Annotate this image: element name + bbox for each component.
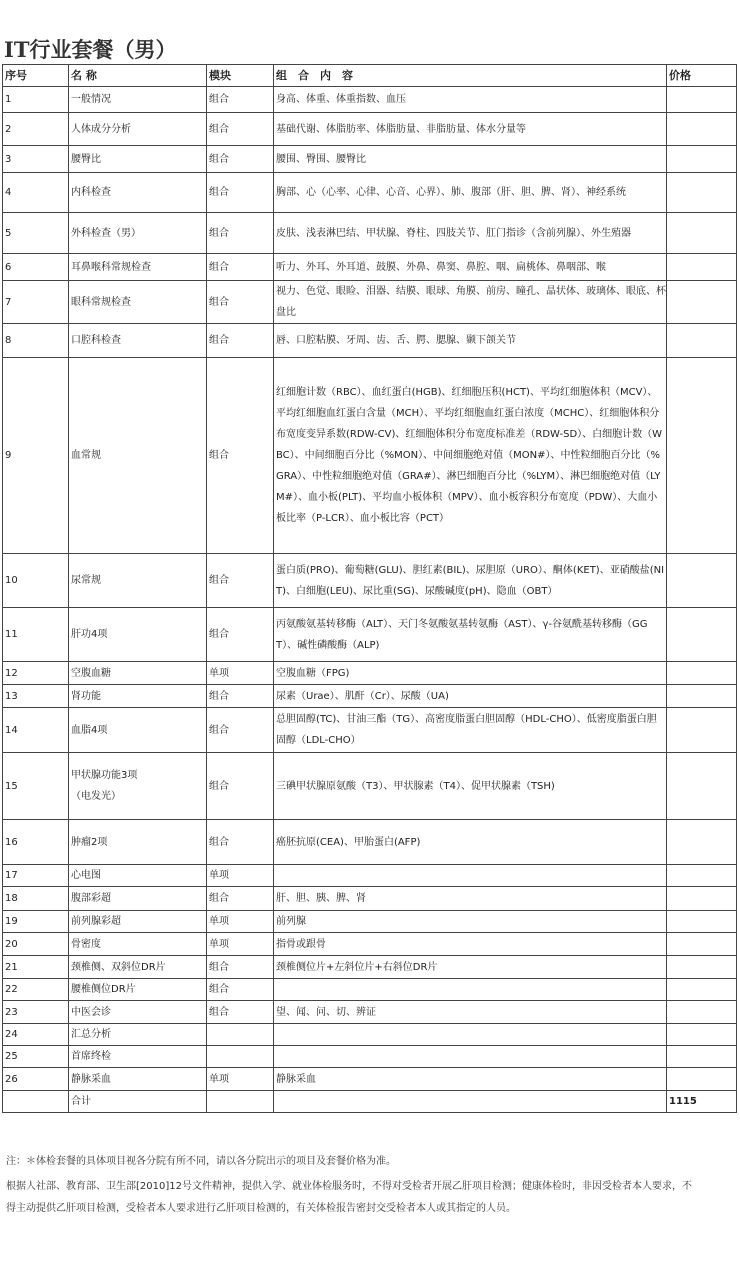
row-name: 颈椎侧、双斜位DR片: [69, 956, 207, 979]
row-module: 组合: [207, 87, 274, 113]
row-name: 一般情况: [69, 87, 207, 113]
row-name: 心电图: [69, 865, 207, 887]
table-row: [3, 753, 737, 820]
row-price: [667, 608, 737, 662]
row-module: 组合: [207, 213, 274, 254]
row-price: [667, 173, 737, 213]
row-name: 腹部彩超: [69, 887, 207, 911]
row-name: 空腹血糖: [69, 662, 207, 685]
row-content: 总胆固醇(TC)、甘油三酯（TG）、高密度脂蛋白胆固醇（HDL-CHO）、低密度脂蛋白胆固醇（LDL-CHO）: [274, 708, 667, 753]
total-content: [274, 1091, 667, 1113]
table-row: [3, 281, 737, 324]
total-label: 合计: [69, 1091, 207, 1113]
page-title: IT行业套餐（男）: [4, 37, 177, 62]
table-row: [3, 113, 737, 146]
row-number: 11: [3, 608, 69, 662]
row-number: 3: [3, 146, 69, 173]
total-module: [207, 1091, 274, 1113]
row-name: 肾功能: [69, 685, 207, 708]
table-header-row: [3, 65, 737, 87]
table-row: [3, 933, 737, 956]
row-content: 望、闻、问、切、辨证: [274, 1001, 667, 1024]
row-content: 丙氨酸氨基转移酶（ALT）、天门冬氨酸氨基转氨酶（AST）、γ-谷氨酰基转移酶（GGT）、碱性磷酸酶（ALP): [274, 608, 667, 662]
table-row: [3, 1001, 737, 1024]
row-name: 内科检查: [69, 173, 207, 213]
row-module: 单项: [207, 662, 274, 685]
row-name: 腰臀比: [69, 146, 207, 173]
row-module: 组合: [207, 324, 274, 358]
row-module: 组合: [207, 956, 274, 979]
row-module: [207, 1046, 274, 1068]
row-content: 指骨或跟骨: [274, 933, 667, 956]
row-name: 骨密度: [69, 933, 207, 956]
row-name: 汇总分析: [69, 1024, 207, 1046]
row-name: 口腔科检查: [69, 324, 207, 358]
row-module: 组合: [207, 708, 274, 753]
table-row: [3, 324, 737, 358]
row-name: 中医会诊: [69, 1001, 207, 1024]
row-number: 8: [3, 324, 69, 358]
row-content: 颈椎侧位片+左斜位片+右斜位DR片: [274, 956, 667, 979]
row-content: 尿素（Urae）、肌酐（Cr）、尿酸（UA): [274, 685, 667, 708]
header-content: 组 合 内 容: [274, 65, 667, 87]
row-name: 肝功4项: [69, 608, 207, 662]
table-row: [3, 887, 737, 911]
row-name: 血常规: [69, 358, 207, 554]
row-content: 腰围、臀围、腰臀比: [274, 146, 667, 173]
row-price: [667, 358, 737, 554]
row-name: 腰椎侧位DR片: [69, 979, 207, 1001]
row-number: 18: [3, 887, 69, 911]
table-row: [3, 662, 737, 685]
total-row: [3, 1091, 737, 1113]
row-number: 21: [3, 956, 69, 979]
row-module: 单项: [207, 865, 274, 887]
row-content: 空腹血糖（FPG): [274, 662, 667, 685]
row-price: [667, 87, 737, 113]
row-content: [274, 979, 667, 1001]
row-price: [667, 1068, 737, 1091]
header-name: 名 称: [69, 65, 207, 87]
row-number: 14: [3, 708, 69, 753]
table-row: [3, 254, 737, 281]
row-name: 尿常规: [69, 554, 207, 608]
row-module: 组合: [207, 979, 274, 1001]
table-row: [3, 820, 737, 865]
row-price: [667, 554, 737, 608]
row-number: 13: [3, 685, 69, 708]
policy-text: 根据人社部、教育部、卫生部[2010]12号文件精神，提供入学、就业体检服务时，不得对受检者开展乙肝项目检测；健康体检时，非因受检者本人要求，不得主动提供乙肝项目检测，受检者本人要求进行乙肝项目检测的，有关体检报告密封交受检者本人或其指定的人员。: [6, 1181, 692, 1214]
row-name: 眼科常规检查: [69, 281, 207, 324]
table-row: [3, 1024, 737, 1046]
header-no: 序号: [3, 65, 69, 87]
row-number: 22: [3, 979, 69, 1001]
row-number: 10: [3, 554, 69, 608]
row-name: 外科检查（男）: [69, 213, 207, 254]
row-content: 前列腺: [274, 911, 667, 933]
row-number: 4: [3, 173, 69, 213]
table-row: [3, 979, 737, 1001]
row-name: 肿瘤2项: [69, 820, 207, 865]
total-no: [3, 1091, 69, 1113]
footnote: 注：＊体检套餐的具体项目视各分院有所不同，请以各分院出示的项目及套餐价格为准。: [6, 1156, 396, 1167]
row-price: [667, 956, 737, 979]
row-module: 组合: [207, 281, 274, 324]
row-name: [69, 753, 207, 820]
row-number: 23: [3, 1001, 69, 1024]
row-price: [667, 933, 737, 956]
row-number: 26: [3, 1068, 69, 1091]
row-name: 耳鼻喉科常规检查: [69, 254, 207, 281]
row-content: [274, 865, 667, 887]
row-module: 组合: [207, 173, 274, 213]
row-module: 组合: [207, 820, 274, 865]
row-module: 组合: [207, 113, 274, 146]
row-content: 蛋白质(PRO)、葡萄糖(GLU)、胆红素(BIL)、尿胆原（URO）、酮体(KET)、亚硝酸盐(NIT)、白细胞(LEU)、尿比重(SG)、尿酸碱度(pH)、隐血（OBT）: [274, 554, 667, 608]
row-number: 5: [3, 213, 69, 254]
row-price: [667, 146, 737, 173]
row-content: 听力、外耳、外耳道、鼓膜、外鼻、鼻窦、鼻腔、咽、扁桃体、鼻咽部、喉: [274, 254, 667, 281]
row-price: [667, 685, 737, 708]
row-price: [667, 113, 737, 146]
row-content: 癌胚抗原(CEA)、甲胎蛋白(AFP): [274, 820, 667, 865]
table-row: [3, 87, 737, 113]
row-content: 胸部、心（心率、心律、心音、心界）、肺、腹部（肝、胆、脾、肾）、神经系统: [274, 173, 667, 213]
row-module: 组合: [207, 254, 274, 281]
row-number: 6: [3, 254, 69, 281]
row-price: [667, 887, 737, 911]
table-row: [3, 708, 737, 753]
row-name: 人体成分分析: [69, 113, 207, 146]
row-price: [667, 979, 737, 1001]
row-price: [667, 708, 737, 753]
row-name: 静脉采血: [69, 1068, 207, 1091]
row-content: 基础代谢、体脂肪率、体脂肪量、非脂肪量、体水分量等: [274, 113, 667, 146]
row-price: [667, 1046, 737, 1068]
table-row: [3, 911, 737, 933]
table-row: [3, 146, 737, 173]
row-price: [667, 753, 737, 820]
package-table: [2, 64, 737, 1113]
header-price: 价格: [667, 65, 737, 87]
row-module: 组合: [207, 1001, 274, 1024]
row-price: [667, 324, 737, 358]
row-content: [274, 1046, 667, 1068]
table-row: [3, 554, 737, 608]
row-number: 19: [3, 911, 69, 933]
row-number: 24: [3, 1024, 69, 1046]
table-row: [3, 685, 737, 708]
row-price: [667, 820, 737, 865]
table-row: [3, 956, 737, 979]
row-content: 红细胞计数（RBC）、血红蛋白(HGB)、红细胞压积(HCT)、平均红细胞体积（MCV）、平均红细胞血红蛋白含量（MCH）、平均红细胞血红蛋白浓度（MCHC）、红细胞体积分布宽度变异系数(RDW-CV)、红细胞体积分布宽度标准差（RDW-SD）、白细胞计数（WBC）、中间细胞百分比（%MON）、中间细胞绝对值（MON#）、中性粒细胞百分比（%GRA）、中性粒细胞绝对值（GRA#）、淋巴细胞百分比（%LYM）、淋巴细胞绝对值（LYM#）、血小板(PLT)、平均血小板体积（MPV）、血小板容积分布宽度（PDW）、大血小板比率（P-LCR）、血小板比容（PCT）: [274, 358, 667, 554]
row-content: 皮肤、浅表淋巴结、甲状腺、脊柱、四肢关节、肛门指诊（含前列腺）、外生殖器: [274, 213, 667, 254]
row-module: [207, 1024, 274, 1046]
row-number: 1: [3, 87, 69, 113]
row-module: 组合: [207, 146, 274, 173]
row-module: 组合: [207, 358, 274, 554]
row-number: 9: [3, 358, 69, 554]
row-price: [667, 213, 737, 254]
row-module: 单项: [207, 911, 274, 933]
row-module: 单项: [207, 1068, 274, 1091]
row-module: 组合: [207, 887, 274, 911]
table-body: [3, 87, 737, 1113]
row-content: 静脉采血: [274, 1068, 667, 1091]
row-module: 组合: [207, 554, 274, 608]
row-number: 7: [3, 281, 69, 324]
row-module: 组合: [207, 608, 274, 662]
row-name: 血脂4项: [69, 708, 207, 753]
row-name: 首席终检: [69, 1046, 207, 1068]
row-module: 组合: [207, 685, 274, 708]
row-module: 单项: [207, 933, 274, 956]
row-number: 15: [3, 753, 69, 820]
row-number: 25: [3, 1046, 69, 1068]
table-row: [3, 358, 737, 554]
table-row: [3, 865, 737, 887]
row-content: 唇、口腔粘膜、牙周、齿、舌、腭、腮腺、颞下颌关节: [274, 324, 667, 358]
row-name-suffix: （电发光）: [71, 791, 121, 802]
row-number: 17: [3, 865, 69, 887]
table-row: [3, 1046, 737, 1068]
row-number: 2: [3, 113, 69, 146]
row-content: [274, 1024, 667, 1046]
row-content: 视力、色觉、眼睑、泪器、结膜、眼球、角膜、前房、瞳孔、晶状体、玻璃体、眼底、杯盘比: [274, 281, 667, 324]
row-content: 三碘甲状腺原氨酸（T3）、甲状腺素（T4）、促甲状腺素（TSH): [274, 753, 667, 820]
row-price: [667, 1024, 737, 1046]
table-row: [3, 1068, 737, 1091]
row-price: [667, 865, 737, 887]
row-name: 前列腺彩超: [69, 911, 207, 933]
row-name-main: 甲状腺功能3项: [71, 770, 138, 781]
row-number: 20: [3, 933, 69, 956]
header-module: 模块: [207, 65, 274, 87]
row-content: 肝、胆、胰、脾、肾: [274, 887, 667, 911]
row-module: 组合: [207, 753, 274, 820]
row-price: [667, 281, 737, 324]
row-price: [667, 911, 737, 933]
total-price: 1115: [667, 1091, 737, 1113]
row-number: 12: [3, 662, 69, 685]
row-content: 身高、体重、体重指数、血压: [274, 87, 667, 113]
table-row: [3, 213, 737, 254]
row-price: [667, 254, 737, 281]
table-row: [3, 173, 737, 213]
row-price: [667, 1001, 737, 1024]
table-row: [3, 608, 737, 662]
row-price: [667, 662, 737, 685]
row-number: 16: [3, 820, 69, 865]
